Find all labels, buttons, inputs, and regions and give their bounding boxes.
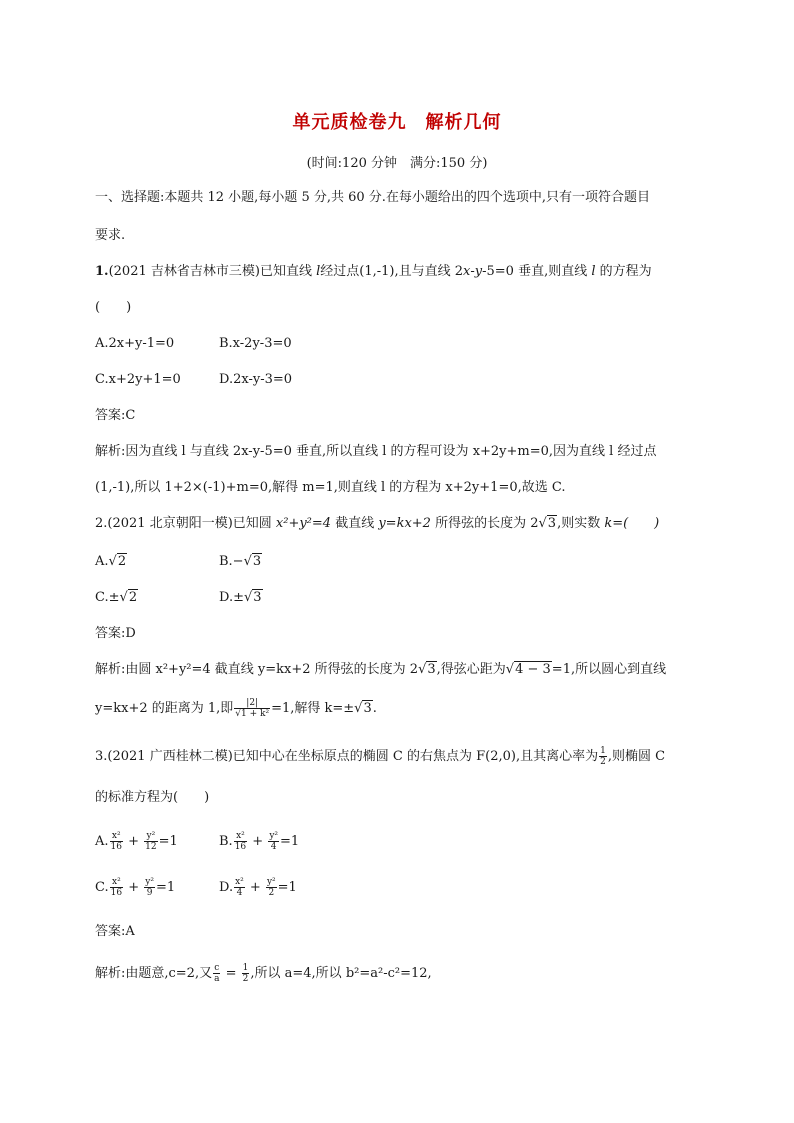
q1-options-ab bbox=[95, 334, 705, 354]
page-title: 单元质检卷九 解析几何 bbox=[292, 112, 502, 133]
q3-option-c: C. $\frac{\text{x²}}{16}$ + $\frac{\text{y²}}{9}$ =1 bbox=[95, 877, 176, 898]
q1-analysis-line1: 解析:因为直线 l 与直线 2x-y-5=0 垂直,所以直线 l 的方程可设为 x+2y+m=0,因为直线 l 经过点 bbox=[95, 444, 657, 459]
q1-option-b: B.x-2y-3=0 bbox=[219, 336, 292, 351]
q1-analysis-line2: (1,-1),所以 1+2×(-1)+m=0,解得 m=1,则直线 l 的方程为 x+2y+1=0,故选 C. bbox=[95, 480, 566, 495]
q1-paren: ( ) bbox=[95, 300, 132, 315]
q1-option-a: A.2x+y-1=0 bbox=[95, 336, 175, 351]
section-instructions-line2: 要求. bbox=[95, 228, 126, 243]
q3-option-d: D. $\frac{\text{x²}}{4}$ + $\frac{\text{y²}}{2}$ =1 bbox=[219, 877, 297, 898]
q1-option-d: D.2x-y-3=0 bbox=[219, 372, 293, 387]
q3-stem-line2: 的标准方程为( ) bbox=[95, 790, 210, 805]
q3-options-ab bbox=[95, 830, 705, 854]
q1-options-cd bbox=[95, 370, 705, 390]
q2-options-ab bbox=[95, 552, 705, 572]
q1-stem: 1.(2021 吉林省吉林市三模)已知直线 l经过点(1,-1),且与直线 2x-y-5=0 垂直,则直线 l 的方程为 bbox=[95, 264, 652, 279]
q2-option-b: B.−√3 bbox=[219, 554, 262, 569]
q2-answer: 答案:D bbox=[95, 626, 136, 641]
q2-option-d: D.±√3 bbox=[219, 590, 262, 605]
q2-analysis-line2: y=kx+2 的距离为 1,即 $\frac{|2|}{\text{√1 + k²}}$ =1,解得 k=±√3. bbox=[95, 698, 377, 719]
section-instructions-line1: 一、选择题:本题共 12 小题,每小题 5 分,共 60 分.在每小题给出的四个选项中,只有一项符合题目 bbox=[95, 190, 651, 205]
eccentricity-fraction: $\frac{1}{2}$ bbox=[600, 746, 606, 767]
exam-info: (时间:120 分钟 满分:150 分) bbox=[306, 156, 488, 171]
q2-option-c: C.±√2 bbox=[95, 590, 138, 605]
q2-option-a: A.√2 bbox=[95, 554, 127, 569]
q2-analysis-line1: 解析:由圆 x²+y²=4 截直线 y=kx+2 所得弦的长度为 2√3,得弦心距为√4 − 3=1,所以圆心到直线 bbox=[95, 662, 667, 677]
distance-fraction: $\frac{|2|}{\text{√1 + k²}}$ bbox=[235, 698, 270, 719]
q3-option-a: A. $\frac{\text{x²}}{16}$ + $\frac{\text{y²}}{12}$ =1 bbox=[95, 831, 178, 852]
q3-option-b: B. $\frac{\text{x²}}{16}$ + $\frac{\text{y²}}{4}$ =1 bbox=[219, 831, 300, 852]
q3-answer: 答案:A bbox=[95, 924, 135, 939]
q1-option-c: C.x+2y+1=0 bbox=[95, 372, 181, 387]
q3-analysis: 解析:由题意,c=2,又 $\frac{c}{a}$ = $\frac{1}{2}$ ,所以 a=4,所以 b²=a²-c²=12, bbox=[95, 963, 432, 984]
q3-stem-line1: 3.(2021 广西桂林二模)已知中心在坐标原点的椭圆 C 的右焦点为 F(2,0),且其离心率为 $\frac{1}{2}$ ,则椭圆 C bbox=[95, 746, 666, 767]
q3-options-cd bbox=[95, 876, 705, 900]
q2-stem: 2.(2021 北京朝阳一模)已知圆 x²+y²=4 截直线 y=kx+2 所得弦的长度为 2√3,则实数 k=( ) bbox=[95, 516, 660, 531]
q1-answer: 答案:C bbox=[95, 408, 136, 423]
q2-options-cd bbox=[95, 588, 705, 608]
